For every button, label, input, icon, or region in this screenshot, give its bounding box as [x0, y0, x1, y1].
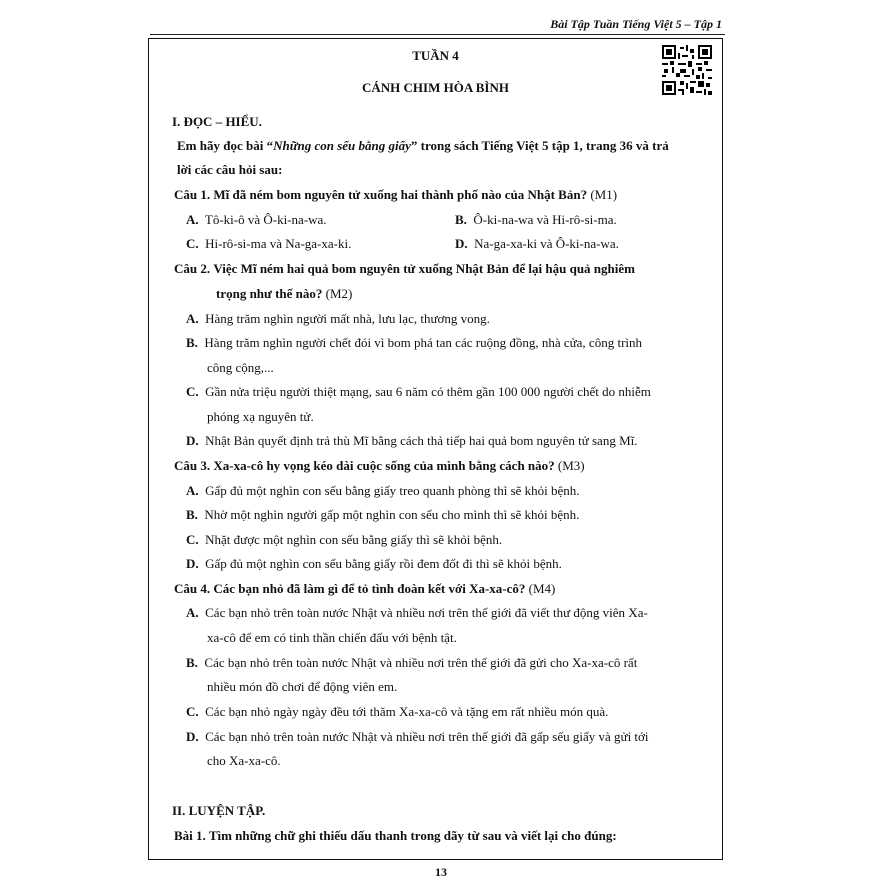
q2-option-d[interactable]: D. Nhật Bản quyết định trả thù Mĩ bằng cách thả tiếp hai quả bom nguyên tử sang Mĩ.	[186, 433, 638, 448]
q3-option-d[interactable]: D. Gấp đủ một nghìn con sếu bằng giấy rồi đem đốt đi thì sẽ khỏi bệnh.	[186, 556, 562, 571]
question-3: Câu 3. Xa-xa-cô hy vọng kéo dài cuộc sống của mình bằng cách nào? (M3)	[174, 458, 585, 473]
section-1-heading: I. ĐỌC – HIỂU.	[172, 114, 262, 129]
section-2-heading: II. LUYỆN TẬP.	[172, 803, 266, 818]
week-title: TUẦN 4	[412, 48, 459, 63]
q4-option-b[interactable]: B. Các bạn nhỏ trên toàn nước Nhật và nhiều nơi trên thế giới đã gửi cho Xa-xa-cô rất	[186, 655, 638, 670]
reading-instruction: Em hãy đọc bài “Những con sếu bằng giấy” trong sách Tiếng Việt 5 tập 1, trang 36 và trả	[177, 138, 669, 153]
page-number: 13	[435, 865, 447, 879]
q3-option-a[interactable]: A. Gấp đủ một nghìn con sếu bằng giấy treo quanh phòng thì sẽ khỏi bệnh.	[186, 483, 580, 498]
unit-title: CÁNH CHIM HÒA BÌNH	[362, 80, 509, 95]
question-4: Câu 4. Các bạn nhỏ đã làm gì để tỏ tình đoàn kết với Xa-xa-cô? (M4)	[174, 581, 556, 596]
q1-option-b[interactable]: B. Ô-ki-na-wa và Hi-rô-si-ma.	[455, 212, 617, 227]
q2-option-a[interactable]: A. Hàng trăm nghìn người mất nhà, lưu lạc, thương vong.	[186, 311, 490, 326]
question-2: Câu 2. Việc Mĩ ném hai quả bom nguyên tử xuống Nhật Bản để lại hậu quả nghiêm	[174, 261, 635, 276]
book-title-header: Bài Tập Tuần Tiếng Việt 5 – Tập 1	[550, 17, 722, 31]
q2-option-c-cont: phóng xạ nguyên tử.	[207, 409, 314, 424]
q1-option-a[interactable]: A. Tô-ki-ô và Ô-ki-na-wa.	[186, 212, 327, 227]
q4-option-b-cont: nhiều món đồ chơi để động viên em.	[207, 679, 398, 694]
reading-title: Những con sếu bằng giấy	[273, 138, 411, 153]
q3-option-c[interactable]: C. Nhặt được một nghìn con sếu bằng giấy thì sẽ khỏi bệnh.	[186, 532, 503, 547]
q2-option-b-cont: công cộng,...	[207, 360, 274, 375]
question-2-line2: trọng như thế nào? (M2)	[216, 286, 353, 301]
q3-option-b[interactable]: B. Nhờ một nghìn người gấp một nghìn con sếu cho mình thì sẽ khỏi bệnh.	[186, 507, 580, 522]
q4-option-a-cont: xa-cô để em có tinh thần chiến đấu với bệnh tật.	[207, 630, 457, 645]
header-rule	[150, 34, 725, 35]
q4-option-c[interactable]: C. Các bạn nhỏ ngày ngày đều tới thăm Xa-xa-cô và tặng em rất nhiều món quà.	[186, 704, 609, 719]
q4-option-d[interactable]: D. Các bạn nhỏ trên toàn nước Nhật và nhiều nơi trên thế giới đã gấp sếu giấy và gửi tới	[186, 729, 649, 744]
q4-option-a[interactable]: A. Các bạn nhỏ trên toàn nước Nhật và nhiều nơi trên thế giới đã viết thư động viên Xa-	[186, 605, 648, 620]
exercise-1: Bài 1. Tìm những chữ ghi thiếu dấu thanh trong dãy từ sau và viết lại cho đúng:	[174, 828, 617, 843]
q4-option-d-cont: cho Xa-xa-cô.	[207, 753, 281, 768]
reading-instruction-line2: lời các câu hỏi sau:	[177, 162, 283, 177]
q1-option-c[interactable]: C. Hi-rô-si-ma và Na-ga-xa-ki.	[186, 236, 352, 251]
q2-option-c[interactable]: C. Gần nửa triệu người thiệt mạng, sau 6 năm có thêm gần 100 000 người chết do nhiễm	[186, 384, 651, 399]
q2-option-b[interactable]: B. Hàng trăm nghìn người chết đói vì bom phá tan các ruộng đồng, nhà cửa, công trình	[186, 335, 643, 350]
q1-option-d[interactable]: D. Na-ga-xa-ki và Ô-ki-na-wa.	[455, 236, 619, 251]
question-1: Câu 1. Mĩ đã ném bom nguyên tử xuống hai thành phố nào của Nhật Bản? (M1)	[174, 187, 618, 202]
